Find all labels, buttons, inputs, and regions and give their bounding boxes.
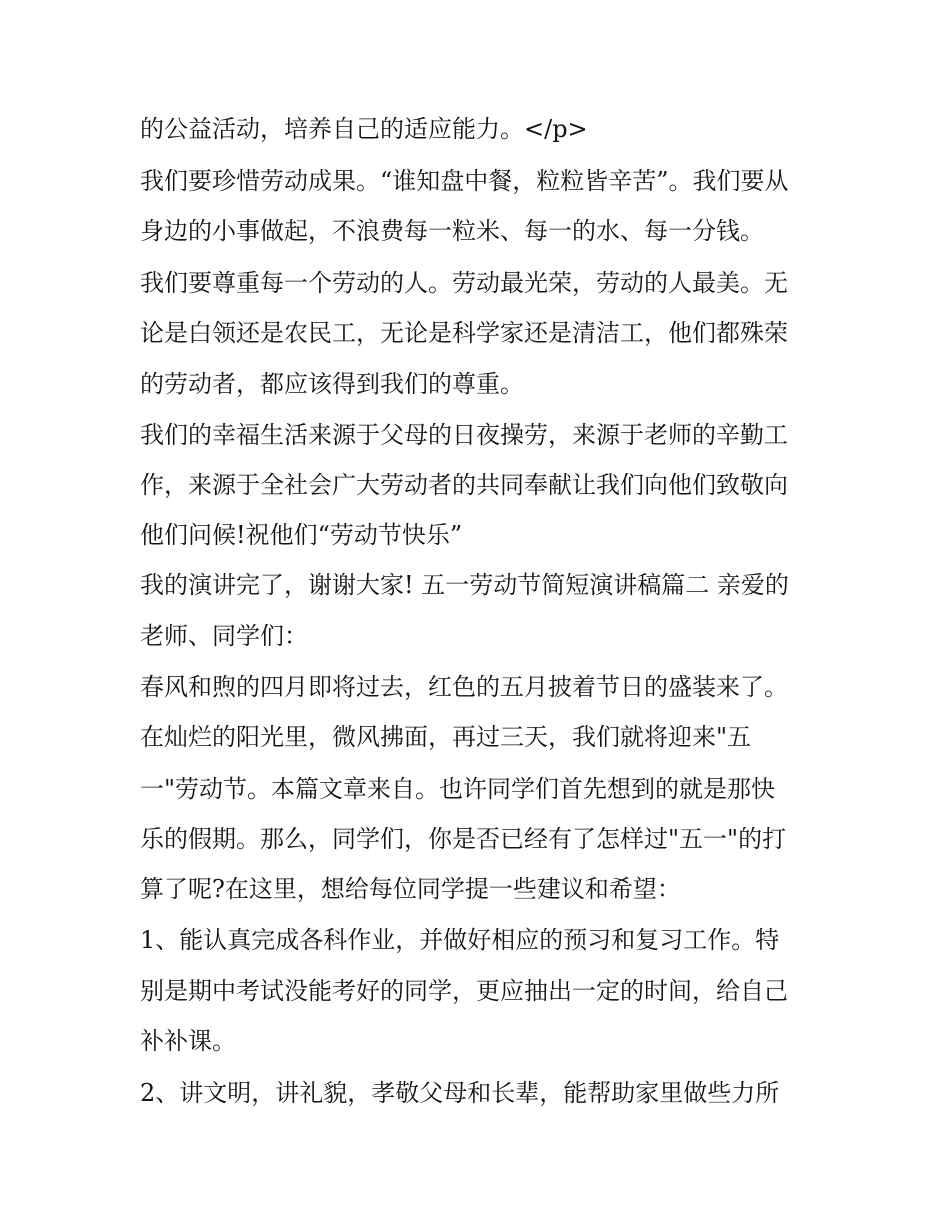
text-line: 在灿烂的阳光里，微风拂面，再过三天，我们就将迎来"五 [140,723,752,751]
text-line: 他们问候!祝他们“劳动节快乐” [140,521,463,549]
text-line: 我们要珍惜劳动成果。“谁知盘中餐，粒粒皆辛苦”。我们要从 [140,167,789,195]
text-line: 作，来源于全社会广大劳动者的共同奉献让我们向他们致敬向 [140,471,788,499]
text-line: 老师、同学们： [140,622,308,650]
text-line: 算了呢?在这里，想给每位同学提一些建议和希望： [140,875,681,903]
text-line: 别是期中考试没能考好的同学，更应抽出一定的时间，给自己 [140,977,788,1005]
text-line: 我们的幸福生活来源于父母的日夜操劳，来源于老师的辛勤工 [140,421,788,449]
text-line: 我的演讲完了，谢谢大家! 五一劳动节简短演讲稿篇二 亲爱的 [140,571,789,599]
text-line: 补补课。 [140,1027,236,1055]
text-line: 2、讲文明，讲礼貌，孝敬父母和长辈，能帮助家里做些力所 [140,1079,780,1107]
text-line: 的劳动者，都应该得到我们的尊重。 [140,370,524,398]
text-line: 1、能认真完成各科作业，并做好相应的预习和复习工作。特 [140,926,780,954]
text-line: 我们要尊重每一个劳动的人。劳动最光荣，劳动的人最美。无 [140,269,788,297]
text-line: 的公益活动，培养自己的适应能力。</p> [140,115,588,143]
text-line: 乐的假期。那么，同学们，你是否已经有了怎样过"五一"的打 [140,825,787,853]
text-line: 一"劳动节。本篇文章来自。也许同学们首先想到的就是那快 [140,775,776,803]
text-line: 春风和煦的四月即将过去，红色的五月披着节日的盛装来了。 [140,673,788,701]
text-line: 论是白领还是农民工，无论是科学家还是清洁工，他们都殊荣 [140,319,788,347]
text-line: 身边的小事做起，不浪费每一粒米、每一的水、每一分钱。 [140,217,764,245]
